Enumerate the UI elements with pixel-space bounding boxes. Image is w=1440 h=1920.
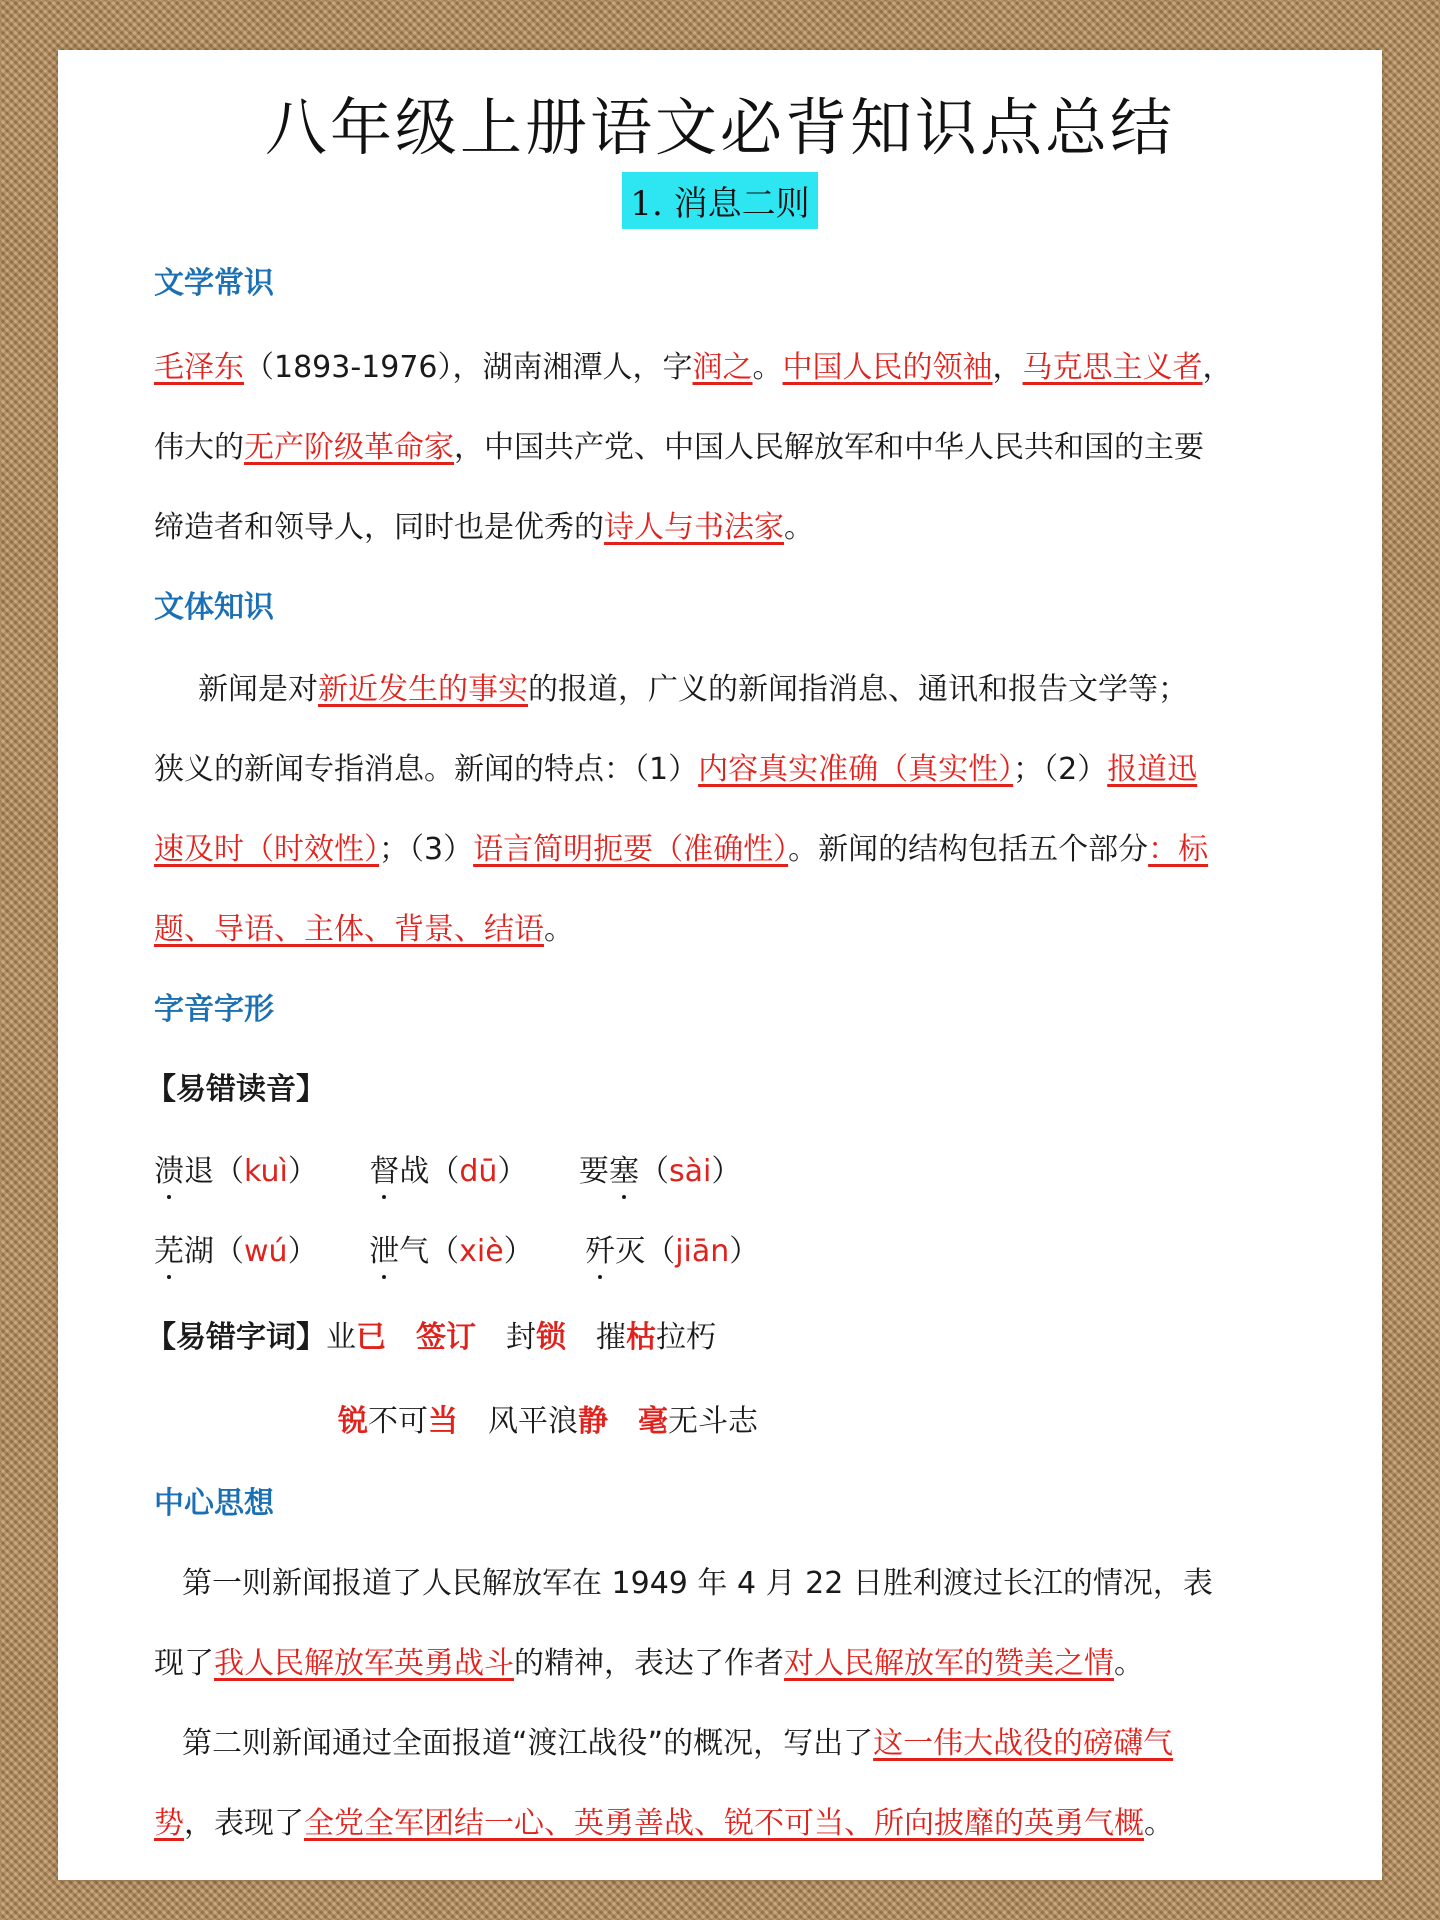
- hl-praise: 对人民解放军的赞美之情: [784, 1646, 1114, 1681]
- subtitle-wrap: [58, 172, 1382, 229]
- hl-marxist: 马克思主义者: [1022, 350, 1203, 385]
- err-label: 【易错字词】: [146, 1320, 326, 1355]
- theme-p2-line-2: [154, 1798, 1304, 1842]
- text: 狭义的新闻专指消息。新闻的特点：（1）: [154, 752, 699, 787]
- text: ，: [1202, 350, 1233, 385]
- err-char: 当: [428, 1404, 458, 1439]
- hl-majestic-b: 势: [154, 1806, 184, 1841]
- genre-line-3: [154, 824, 1304, 868]
- text: 的报道，广义的新闻指消息、通讯和报告文学等；: [528, 672, 1188, 707]
- heading-genre: 文体知识: [154, 590, 274, 625]
- dotted-char: 泄: [369, 1234, 400, 1269]
- hl-heroic: 全党全军团结一心、英勇善战、锐不可当、所向披靡的英勇气概: [304, 1806, 1144, 1841]
- pron-row-2: [154, 1226, 801, 1270]
- text: 要: [578, 1154, 609, 1189]
- pron-label: 【易错读音】: [146, 1072, 326, 1107]
- err-row-2: [338, 1396, 758, 1440]
- text: 新闻是对: [198, 672, 318, 707]
- dotted-char: 溃: [154, 1154, 184, 1189]
- hl-leader: 中国人民的领袖: [782, 350, 993, 385]
- dotted-char: 歼: [585, 1234, 616, 1269]
- text: 伟大的: [154, 430, 244, 465]
- hl-revolutionary: 无产阶级革命家: [244, 430, 454, 465]
- dotted-char: 督: [369, 1154, 400, 1189]
- dotted-char: 芜: [154, 1234, 184, 1269]
- text: 。: [752, 350, 783, 385]
- err-char: 枯: [626, 1320, 656, 1355]
- pron-item: [154, 1146, 318, 1190]
- text: ）: [729, 1234, 760, 1269]
- lesson-subtitle: 1. 消息二则: [622, 172, 817, 229]
- theme-p1-line-1: 第一则新闻报道了人民解放军在 1949 年 4 月 22 日胜利渡过长江的情况，表: [182, 1566, 1213, 1601]
- err-row-1: [146, 1312, 716, 1356]
- text: 。: [1114, 1646, 1144, 1681]
- text: 灭: [615, 1234, 646, 1269]
- text: （: [429, 1154, 460, 1189]
- pinyin: xiè: [459, 1234, 504, 1269]
- text: 气: [399, 1234, 430, 1269]
- text: 退: [184, 1154, 214, 1189]
- text: （: [214, 1154, 244, 1189]
- text: 拉朽: [656, 1320, 716, 1355]
- hl-majestic-a: 这一伟大战役的磅礴气: [873, 1726, 1174, 1761]
- text: 无斗志: [668, 1404, 758, 1439]
- text: ，表现了: [184, 1806, 304, 1841]
- text: 摧: [596, 1320, 626, 1355]
- genre-line-4: [154, 904, 1304, 948]
- literary-line-2: [154, 422, 1304, 466]
- err-char: 锁: [536, 1320, 566, 1355]
- heading-theme: 中心思想: [154, 1486, 274, 1521]
- genre-line-1: [198, 664, 1304, 708]
- err-char: 签订: [416, 1320, 476, 1355]
- text: 的精神，表达了作者: [514, 1646, 784, 1681]
- hl-accuracy: 语言简明扼要（准确性）: [473, 832, 789, 867]
- document-page: [58, 50, 1382, 1880]
- pinyin: wú: [244, 1234, 288, 1269]
- text: 业: [326, 1320, 356, 1355]
- text: ）: [287, 1154, 318, 1189]
- pron-item: [369, 1226, 534, 1270]
- text: ）: [287, 1234, 318, 1269]
- text: 现了: [154, 1646, 214, 1681]
- text: ）: [711, 1154, 742, 1189]
- text: 不可: [368, 1404, 428, 1439]
- text: ；（3）: [379, 832, 474, 867]
- err-char: 静: [578, 1404, 608, 1439]
- dotted-char: 塞: [608, 1154, 639, 1189]
- text: ，: [992, 350, 1023, 385]
- pron-item: [585, 1226, 759, 1270]
- theme-p2-line-1: [182, 1718, 1304, 1762]
- text: ，中国共产党、中国人民解放军和中华人民共和国的主要: [454, 430, 1204, 465]
- text: （1893-1976），湖南湘潭人，字: [244, 350, 693, 385]
- text: 缔造者和领导人，同时也是优秀的: [154, 510, 604, 545]
- pinyin: kuì: [244, 1154, 288, 1189]
- pron-item: [579, 1146, 741, 1190]
- heading-chars: 字音字形: [154, 992, 274, 1027]
- hl-timely-a: 报道迅: [1107, 752, 1198, 787]
- hl-structure-b: 题、导语、主体、背景、结语: [154, 912, 544, 947]
- pinyin: dū: [459, 1154, 498, 1189]
- text: 。: [544, 912, 574, 947]
- pron-item: [369, 1146, 527, 1190]
- text: （: [214, 1234, 244, 1269]
- hl-timely-b: 速及时（时效性）: [154, 832, 379, 867]
- hl-poet: 诗人与书法家: [604, 510, 784, 545]
- text: ）: [497, 1154, 528, 1189]
- hl-mao: 毛泽东: [154, 350, 244, 385]
- text: 封: [506, 1320, 536, 1355]
- pron-row-1: [154, 1146, 783, 1190]
- err-char: 毫: [638, 1404, 668, 1439]
- text: ）: [503, 1234, 534, 1269]
- text: 湖: [184, 1234, 214, 1269]
- hl-truth: 内容真实准确（真实性）: [698, 752, 1014, 787]
- text: 。新闻的结构包括五个部分: [788, 832, 1149, 867]
- pinyin: jiān: [675, 1234, 730, 1269]
- pinyin: sài: [668, 1154, 712, 1189]
- literary-line-3: [154, 502, 1304, 546]
- genre-line-2: [154, 744, 1304, 788]
- hl-recent-facts: 新近发生的事实: [318, 672, 528, 707]
- err-char: 锐: [338, 1404, 368, 1439]
- text: 。: [784, 510, 814, 545]
- text: （: [638, 1154, 669, 1189]
- text: 战: [399, 1154, 430, 1189]
- page-title: 八年级上册语文必背知识点总结: [264, 91, 1175, 164]
- err-char: 已: [356, 1320, 386, 1355]
- hl-runzhi: 润之: [692, 350, 753, 385]
- text: ；（2）: [1013, 752, 1108, 787]
- text: 。: [1144, 1806, 1174, 1841]
- text: （: [645, 1234, 676, 1269]
- text: 风平浪: [488, 1404, 578, 1439]
- literary-line-1: [154, 342, 1304, 386]
- theme-p1-line-2: [154, 1638, 1304, 1682]
- heading-literary: 文学常识: [154, 266, 274, 301]
- text: （: [429, 1234, 460, 1269]
- text: 第二则新闻通过全面报道“渡江战役”的概况，写出了: [182, 1726, 874, 1761]
- hl-brave-fight: 我人民解放军英勇战斗: [214, 1646, 514, 1681]
- pron-item: [154, 1226, 318, 1270]
- hl-structure-a: ：标: [1148, 832, 1209, 867]
